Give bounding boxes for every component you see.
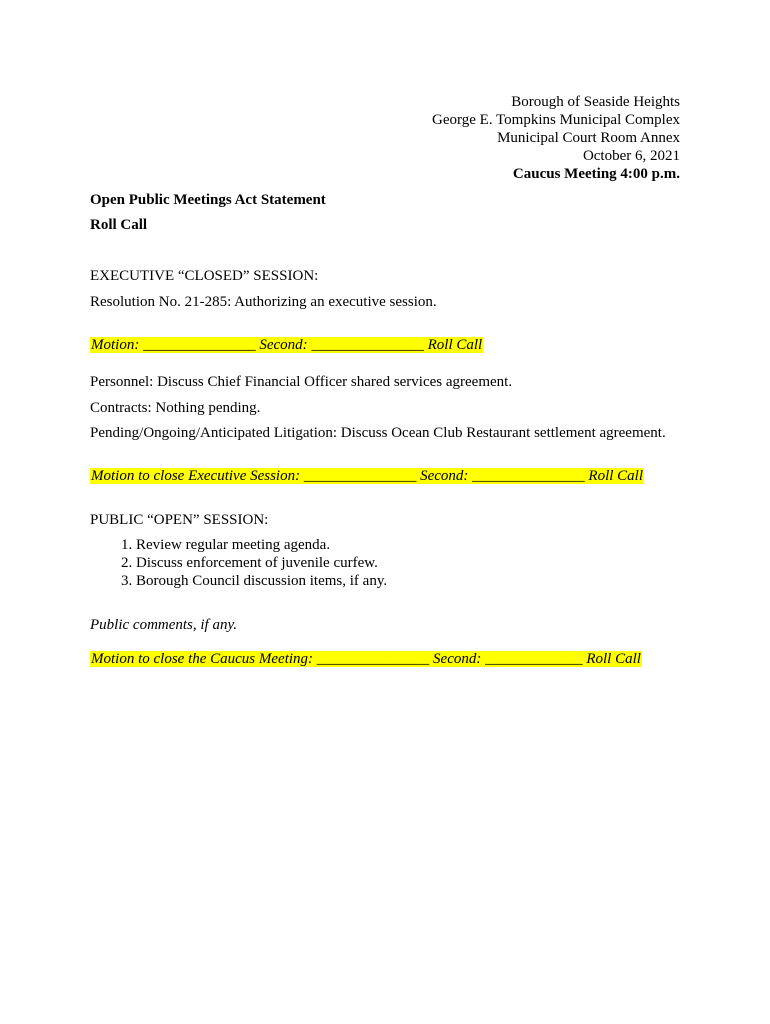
meeting-date: October 6, 2021 <box>582 148 680 164</box>
public-session-heading: PUBLIC “OPEN” SESSION: <box>90 512 269 528</box>
personnel-line: Personnel: Discuss Chief Financial Officer shared services agreement. <box>90 374 513 390</box>
resolution-line: Resolution No. 21-285: Authorizing an executive session. <box>90 294 437 310</box>
public-comments: Public comments, if any. <box>90 617 238 633</box>
roll-call: Roll Call <box>90 217 148 233</box>
close-executive-motion-line <box>90 467 644 485</box>
list-item: 3. Borough Council discussion items, if any. <box>136 572 387 590</box>
list-item: 2. Discuss enforcement of juvenile curfew. <box>136 554 387 572</box>
executive-session-heading: EXECUTIVE “CLOSED” SESSION: <box>90 268 319 284</box>
public-agenda-list <box>90 536 387 590</box>
close-executive-motion-highlight: Motion to close Executive Session: _______________ Second: _______________ Roll Call <box>91 468 643 484</box>
complex-name: George E. Tompkins Municipal Complex <box>432 112 680 128</box>
meeting-header <box>432 93 680 183</box>
close-caucus-motion-line <box>90 650 642 668</box>
executive-motion-highlight: Motion: _______________ Second: _______________ Roll Call <box>91 337 483 353</box>
borough-name: Borough of Seaside Heights <box>511 94 680 110</box>
meeting-title: Caucus Meeting 4:00 p.m. <box>512 166 680 182</box>
contracts-line: Contracts: Nothing pending. <box>90 400 261 416</box>
litigation-line: Pending/Ongoing/Anticipated Litigation: Discuss Ocean Club Restaurant settlement agreement. <box>90 425 666 441</box>
close-caucus-motion-highlight: Motion to close the Caucus Meeting: _______________ Second: _____________ Roll Call <box>91 651 641 667</box>
room-name: Municipal Court Room Annex <box>497 130 680 146</box>
list-item: 1. Review regular meeting agenda. <box>136 536 387 554</box>
opma-statement: Open Public Meetings Act Statement <box>90 192 326 208</box>
executive-motion-line <box>90 336 483 354</box>
